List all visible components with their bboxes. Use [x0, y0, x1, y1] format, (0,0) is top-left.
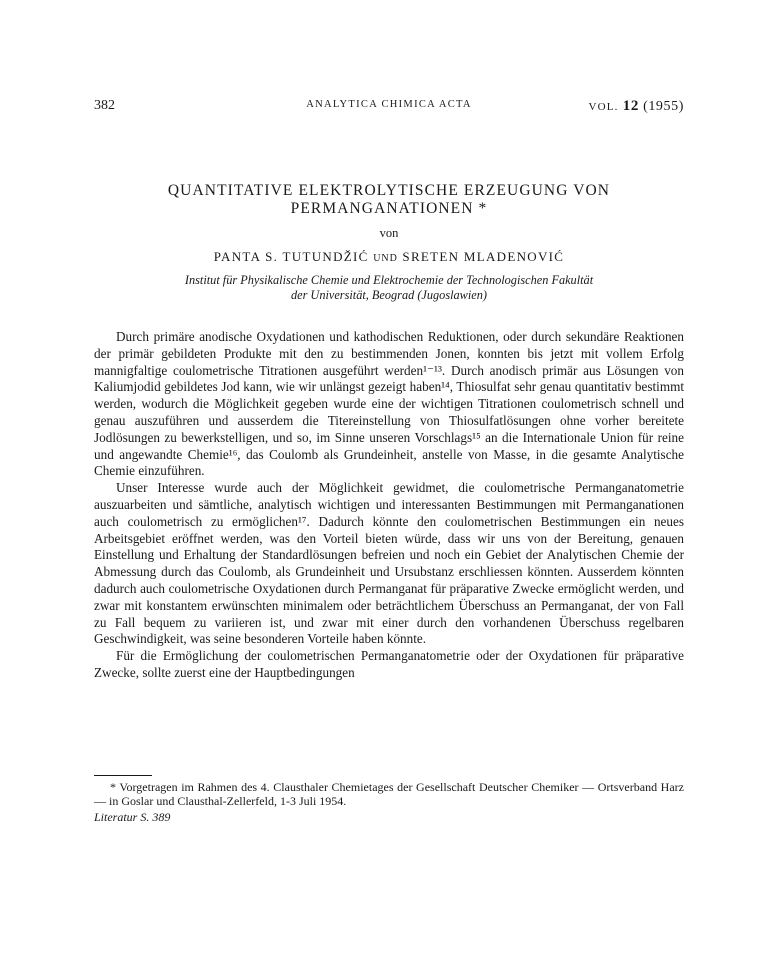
running-header	[94, 98, 684, 118]
body-paragraph: Durch primäre anodische Oxydationen und kathodischen Reduktionen, oder durch sekundäre Reaktionen der primär gebildeten Produkte mit den zu bestimmenden Jonen, konnten bis jetzt mit vollem Erfolg mannigfaltige coulometrische Titrationen ausgeführt werden¹⁻¹³. Durch anodisch primär aus Lösungen von Kaliumjodid gebildetes Jod kann, wie wir unlängst gezeigt haben¹⁴, Thiosulfat sehr genau quantitativ bestimmt werden, wodurch die Möglichkeit gegeben wurde eine der wichtigen Titrationen coulometrisch schnell und genau auszuführen und ausserdem die Titereinstellung von Thiosulfatlösungen ohne vorher bereitete Jodlösungen zu bewerkstelligen, und so, im Sinne unseren Vorschlags¹⁵ an die Internationale Union für reine und angewandte Chemie¹⁶, das Coulomb als Grundeinheit, anstelle von Masse, in die gesamte Analytische Chemie einzuführen.	[94, 329, 684, 479]
footnote-divider	[94, 775, 152, 776]
title-line-1: QUANTITATIVE ELEKTROLYTISCHE ERZEUGUNG VON	[167, 182, 611, 199]
title-line-2: PERMANGANATIONEN *	[290, 200, 488, 217]
literature-reference: Literatur S. 389	[94, 810, 171, 825]
author-1: PANTA S. TUTUNDŽIĆ	[213, 249, 369, 264]
journal-name: ANALYTICA CHIMICA ACTA	[306, 99, 472, 110]
volume-prefix: VOL.	[588, 101, 619, 113]
affiliation	[94, 273, 684, 303]
author-2: SRETEN MLADENOVIĆ	[402, 249, 565, 264]
body-paragraph: Unser Interesse wurde auch der Möglichkeit gewidmet, die coulometrische Permanganatometrie auszuarbeiten und sämtliche, analytisch wichtigen und interessanten Bestimmungen mit Permanganationen auch coulometrisch zu ermöglichen¹⁷. Dadurch könnte den coulometrischen Bestimmungen ein neues Arbeitsgebiet eröffnet werden, was den Vorteil bieten würde, dass wir uns von der Bereitung, genauen Einstellung und Erhaltung der Standardlösungen befreien und noch ein Gebiet der Analytischen Chemie der Abmessung durch das Coulomb, als Grundeinheit und Ursubstanz erschliessen könnten. Ausserdem könnten dadurch auch coulometrische Oxydationen durch Permanganat für präparative Zwecke ermöglicht werden, und zwar mit konstantem erwünschten minimalem oder beträchtlichem Überschuss an Permanganat, der von Fall zu Fall bequem zu variieren ist, und zwar mit einer durch den vorhandenen Überschuss regelbaren Geschwindigkeit, was seine besonderen Vorteile haben könnte.	[94, 480, 684, 647]
author-conjunction: UND	[373, 253, 398, 264]
footnote	[94, 780, 684, 825]
byline-von: von	[379, 226, 399, 240]
footnote-text: * Vorgetragen im Rahmen des 4. Clausthaler Chemietages der Gesellschaft Deutscher Chemiker — Ortsverband Harz — in Goslar und Clausthal-Zellerfeld, 1-3 Juli 1954.	[94, 780, 684, 809]
volume-year: (1955)	[643, 99, 684, 114]
article-body	[94, 329, 684, 682]
volume-info	[588, 98, 684, 115]
authors	[94, 249, 684, 265]
body-paragraph: Für die Ermöglichung der coulometrischen Permanganatometrie oder der Oxydationen für präparative Zwecke, sollte zuerst eine der Hauptbedingungen	[94, 648, 684, 680]
volume-number: 12	[622, 98, 639, 114]
affiliation-line-2: der Universität, Beograd (Jugoslawien)	[290, 288, 488, 302]
affiliation-line-1: Institut für Physikalische Chemie und Elektrochemie der Technologischen Fakultät	[184, 273, 594, 287]
page-number: 382	[94, 98, 115, 113]
article-title	[94, 182, 684, 218]
